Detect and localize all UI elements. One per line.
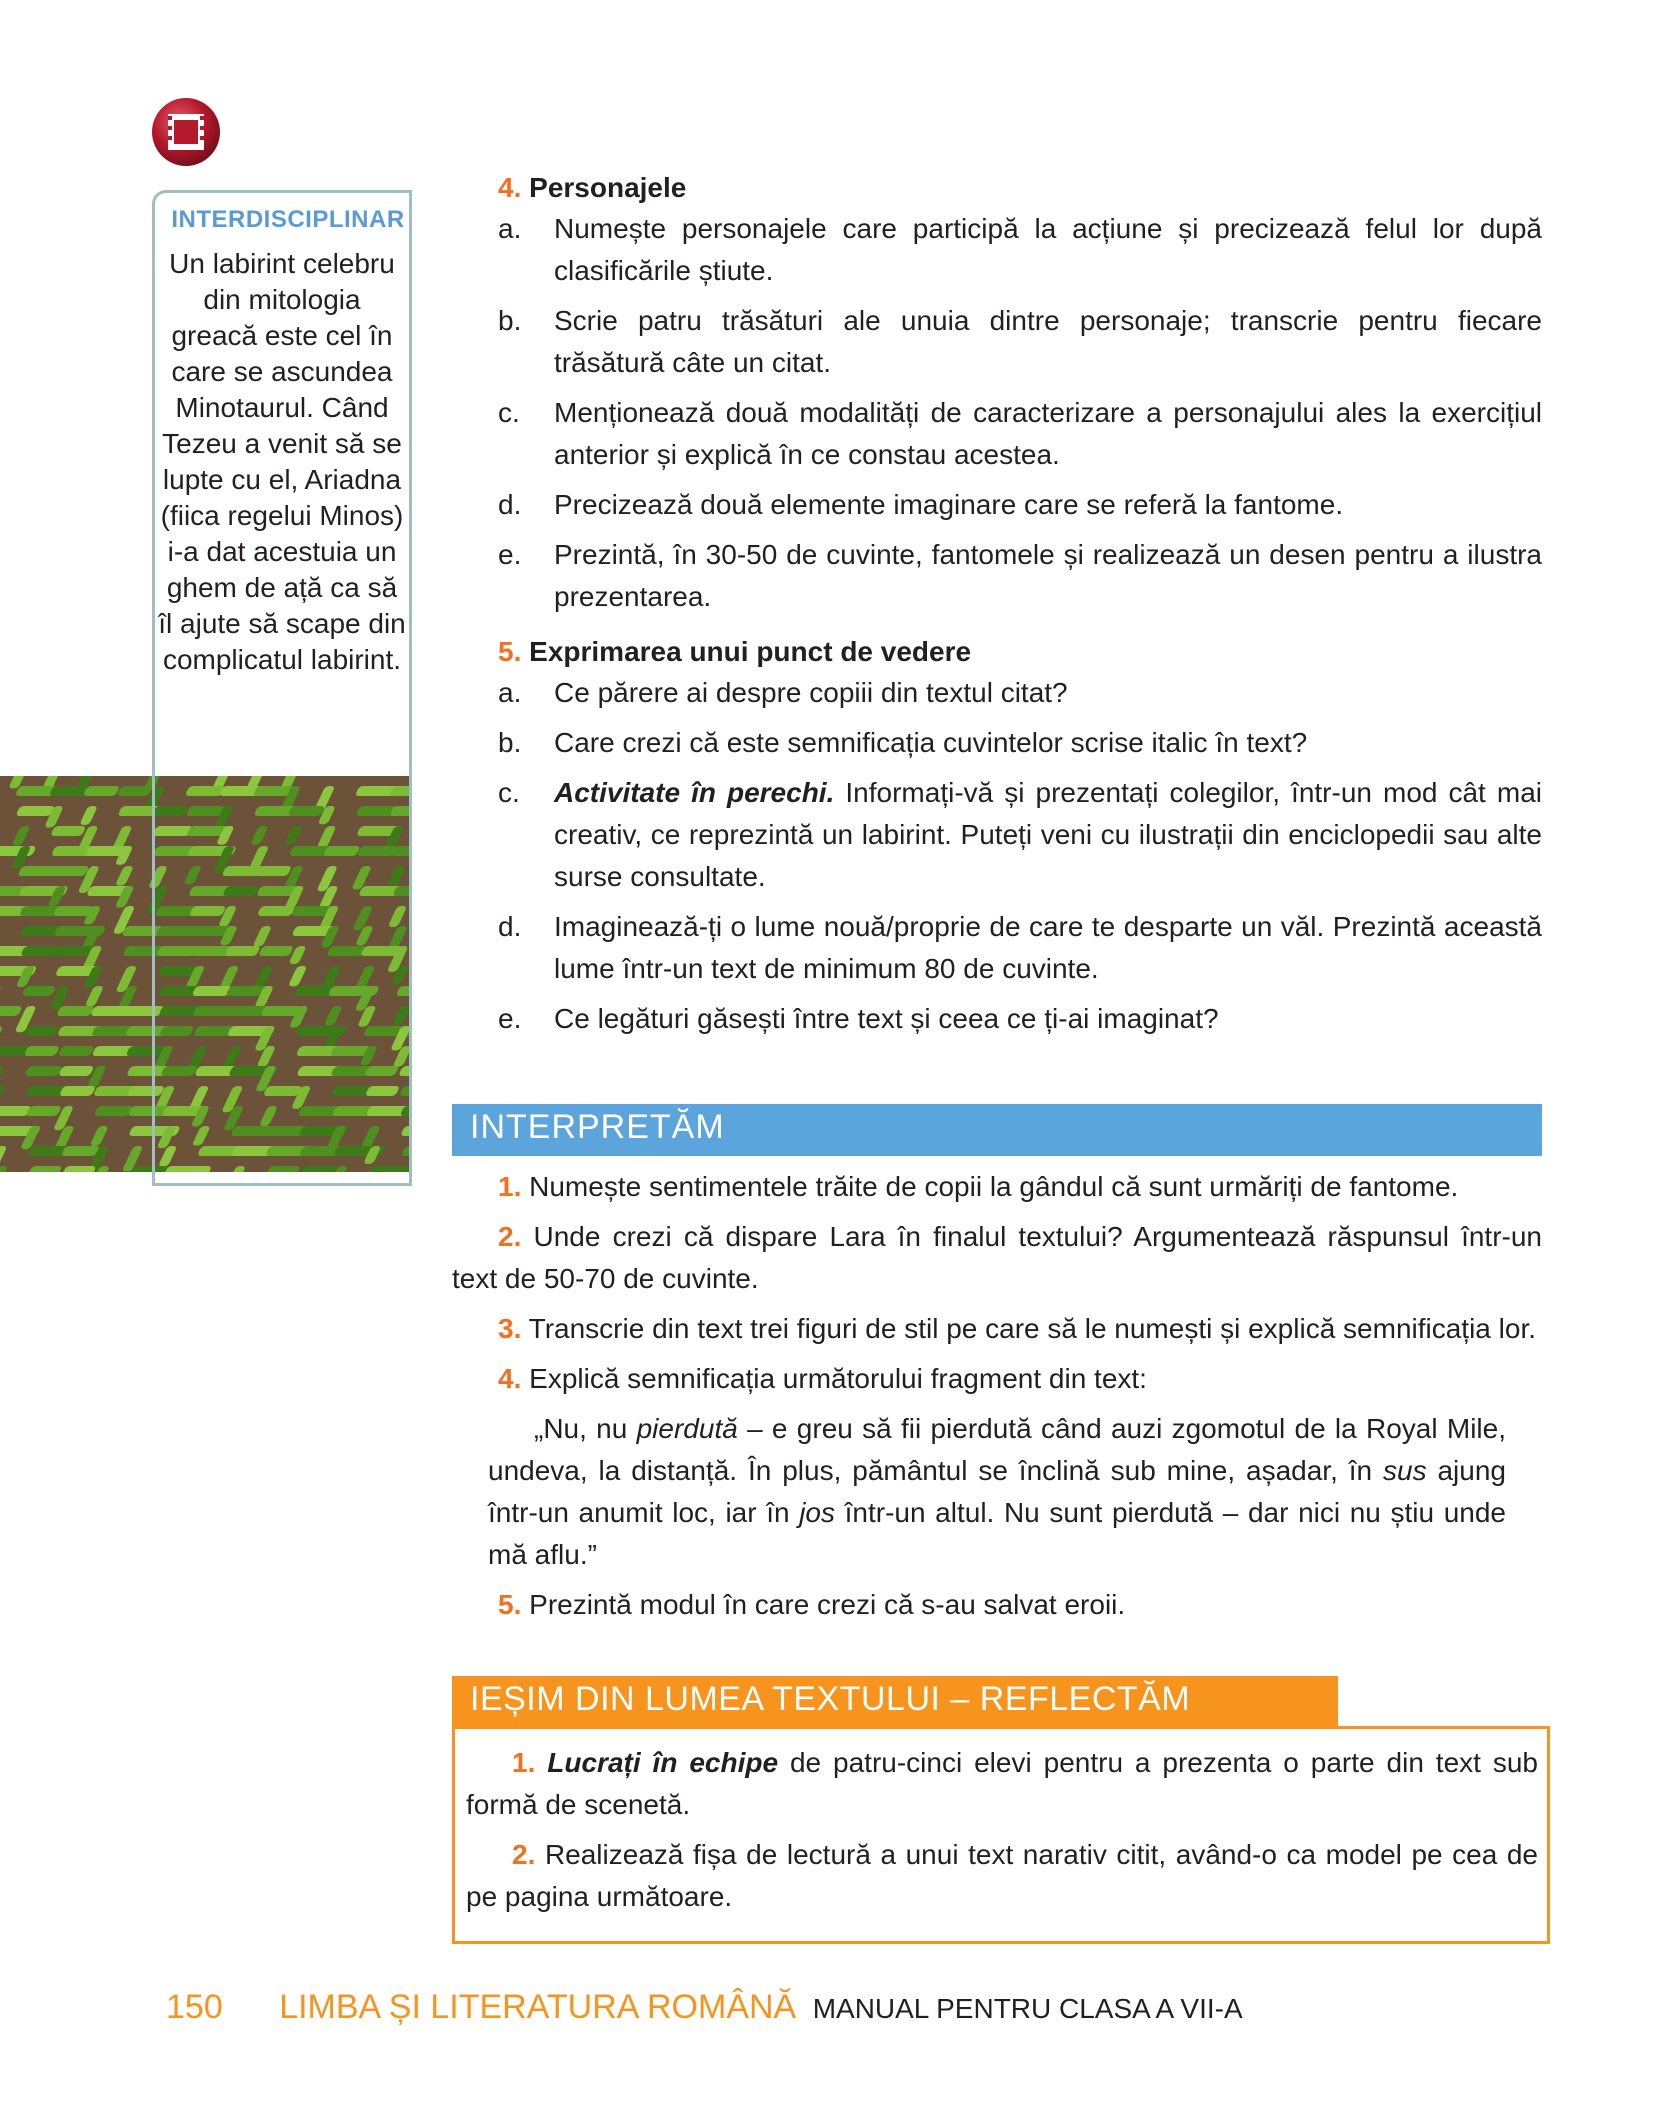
item-text: Realizează fișa de lectură a unui text narativ citit, având-o ca model pe cea de pe pagina următoare. (466, 1839, 1539, 1912)
section-number: 4. (498, 172, 522, 203)
item-text: Ce părere ai despre copiii din textul citat? (554, 677, 1068, 708)
list-item (498, 722, 1542, 764)
quote-italic: sus (1383, 1455, 1427, 1486)
sidebar-title: INTERDISCIPLINAR (171, 206, 405, 233)
list-item (498, 208, 1542, 292)
list-item (452, 1358, 1542, 1400)
reflectam-list (466, 1742, 1538, 1926)
section-number: 5. (498, 636, 522, 667)
page-number: 150 (166, 1988, 223, 2026)
item-letter: c. (498, 397, 520, 428)
interpretam-title: INTERPRETĂM (470, 1108, 725, 1146)
list-item (466, 1742, 1538, 1826)
list-item (498, 998, 1542, 1040)
book-title: LIMBA ȘI LITERATURA ROMÂNĂ (279, 1988, 797, 2026)
item-text: Prezintă, în 30-50 de cuvinte, fantomele și realizează un desen pentru a ilustra prezentarea. (554, 539, 1542, 612)
item-number: 3. (498, 1313, 522, 1344)
exercise-list (498, 672, 1542, 1040)
section-heading (498, 636, 1542, 668)
item-emphasis: Activitate în perechi. (554, 777, 835, 808)
maze-image (0, 776, 412, 1172)
section-personajele (498, 172, 1542, 626)
list-item (498, 484, 1542, 526)
item-number: 1. (512, 1747, 536, 1778)
item-letter: b. (498, 305, 522, 336)
item-letter: e. (498, 539, 522, 570)
list-item (498, 392, 1542, 476)
list-item (452, 1166, 1542, 1208)
item-letter: b. (498, 727, 522, 758)
item-text: Scrie patru trăsături ale unuia dintre personaje; transcrie pentru fiecare trăsătură câte un citat. (554, 305, 1542, 378)
item-text: Prezintă modul în care crezi că s-au salvat eroii. (529, 1589, 1126, 1620)
list-item (452, 1308, 1542, 1350)
item-letter: a. (498, 213, 522, 244)
list-item (452, 1584, 1542, 1626)
quote-italic: pierdută (636, 1413, 738, 1444)
item-text: Explică semnificația următorului fragment din text: (529, 1363, 1147, 1394)
item-text: Numește sentimentele trăite de copii la gândul că sunt urmăriți de fantome. (529, 1171, 1459, 1202)
list-item (452, 1216, 1542, 1300)
item-letter: d. (498, 911, 522, 942)
item-number: 2. (498, 1221, 522, 1252)
item-text: Precizează două elemente imaginare care se referă la fantome. (554, 489, 1344, 520)
quote-part: „Nu, nu (534, 1413, 637, 1444)
quote-part: ajung într-un anumit loc, iar în (488, 1455, 1506, 1528)
reflectam-title: IEȘIM DIN LUMEA TEXTULUI – REFLECTĂM (470, 1680, 1191, 1718)
item-letter: c. (498, 777, 520, 808)
item-text: Unde crezi că dispare Lara în finalul textului? Argumentează răspunsul într-un text de 50-70 de cuvinte. (452, 1221, 1542, 1294)
item-text: Transcrie din text trei figuri de stil pe care să le numești și explică semnificația lor. (528, 1313, 1537, 1344)
sidebar-text: Un labirint celebru din mitologia greacă este cel în care se ascundea Minotaurul. Când Tezeu a venit să se lupte cu el, Ariadna (fiica regelui Minos) i-a dat acestuia un ghem de ață ca să îl ajute să scape din complicatul labirint. (158, 248, 406, 675)
exercise-list (498, 208, 1542, 618)
section-heading (498, 172, 1542, 204)
item-text: Care crezi că este semnificația cuvintelor scrise italic în text? (554, 727, 1308, 758)
film-icon (150, 96, 222, 168)
item-text (554, 772, 1542, 898)
quote-part: într-un altul. Nu sunt pierdută – dar nici nu știu unde mă aflu.” (488, 1497, 1506, 1570)
item-number: 2. (512, 1839, 536, 1870)
book-subtitle: MANUAL PENTRU CLASA A VII-A (812, 1993, 1243, 2024)
item-number: 4. (498, 1363, 522, 1394)
section-title: Exprimarea unui punct de vedere (529, 636, 972, 667)
item-letter: e. (498, 1003, 522, 1034)
list-item (498, 772, 1542, 898)
item-text: Menționează două modalități de caracterizare a personajului ales la exercițiul anterior și explică în ce constau acestea. (554, 397, 1542, 470)
list-item (498, 906, 1542, 990)
item-letter: a. (498, 677, 522, 708)
list-item (498, 300, 1542, 384)
item-text: Ce legături găsești între text și ceea ce ți-ai imaginat? (554, 1003, 1219, 1034)
item-number: 1. (498, 1171, 522, 1202)
item-emphasis: Lucrați în echipe (547, 1747, 779, 1778)
section-punct-de-vedere (498, 636, 1542, 1048)
item-text: Imaginează-ți o lume nouă/proprie de care te desparte un văl. Prezintă această lume într-un text de minimum 80 de cuvinte. (554, 911, 1542, 984)
quote-italic: jos (799, 1497, 835, 1528)
list-item (466, 1834, 1538, 1918)
item-letter: d. (498, 489, 522, 520)
section-title: Personajele (529, 172, 687, 203)
item-text-rest: Informați-vă și prezentați colegilor, într-un mod cât mai creativ, ce reprezintă un labirint. Puteți veni cu ilustrații din enciclopedii sau alte surse consultate. (554, 777, 1542, 892)
page-footer (166, 1988, 1243, 2027)
list-item (498, 534, 1542, 618)
item-number: 5. (498, 1589, 522, 1620)
interpretam-list (452, 1166, 1542, 1634)
quote-part: – e greu să fii pierdută când auzi zgomotul de la Royal Mile, undeva, la distanță. În plus, pământul se înclină sub mine, așadar, în (488, 1413, 1506, 1486)
quote-fragment (488, 1408, 1506, 1576)
item-text: Numește personajele care participă la acțiune și precizează felul lor după clasificările știute. (554, 213, 1542, 286)
list-item (498, 672, 1542, 714)
item-text: de patru-cinci elevi pentru a prezenta o parte din text sub formă de scenetă. (466, 1747, 1538, 1820)
